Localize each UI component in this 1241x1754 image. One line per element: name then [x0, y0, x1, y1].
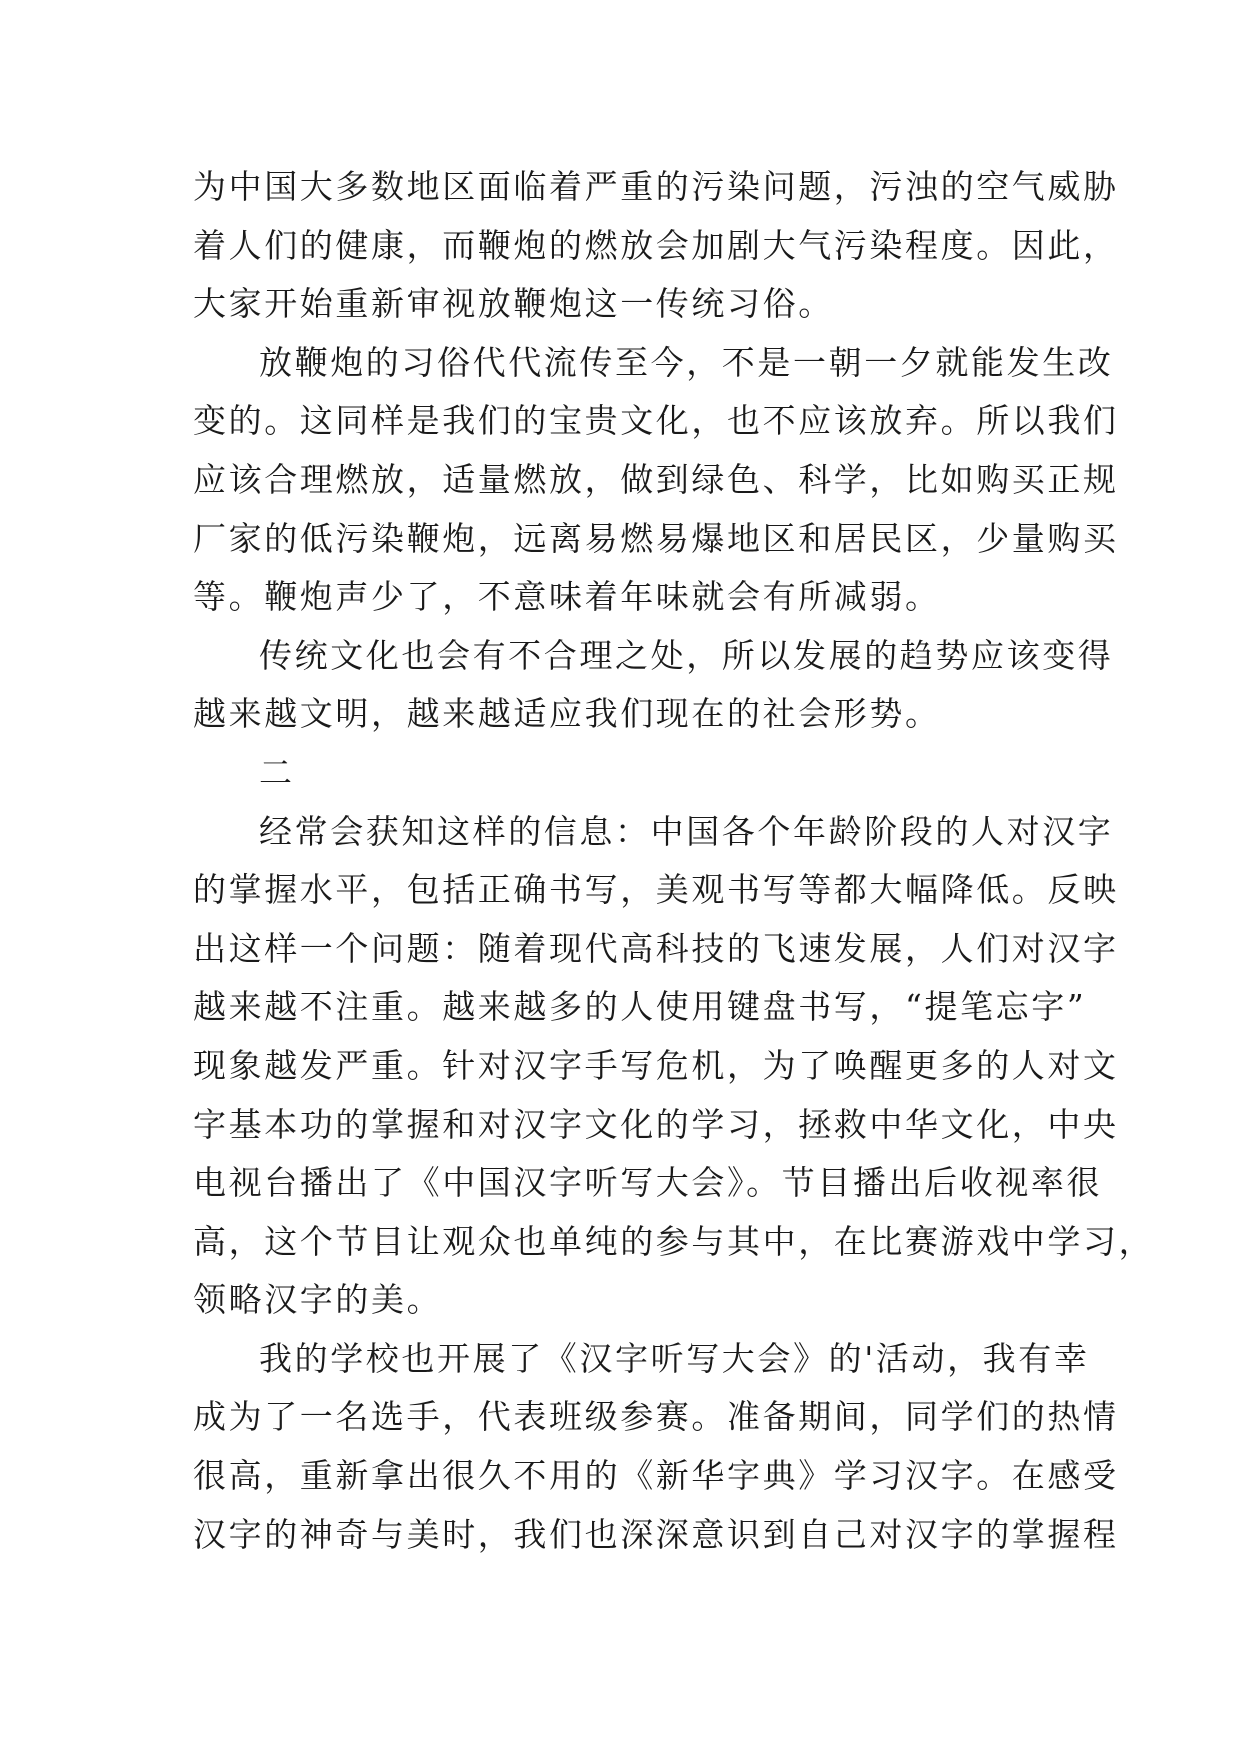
text-line: 很高，重新拿出很久不用的《新华字典》学习汉字。在感受 — [193, 1456, 1119, 1496]
text-line: 成为了一名选手，代表班级参赛。准备期间，同学们的热情 — [193, 1397, 1119, 1437]
section-number: 二 — [259, 752, 295, 792]
text-line: 现象越发严重。针对汉字手写危机，为了唤醒更多的人对文 — [193, 1045, 1119, 1085]
text-line: 的掌握水平，包括正确书写，美观书写等都大幅降低。反映 — [193, 870, 1119, 910]
document-body — [193, 158, 1155, 1564]
text-line: 汉字的神奇与美时，我们也深深意识到自己对汉字的掌握程 — [193, 1514, 1119, 1554]
text-line: 出这样一个问题：随着现代高科技的飞速发展，人们对汉字 — [193, 928, 1119, 968]
text-line: 变的。这同样是我们的宝贵文化，也不应该放弃。所以我们 — [193, 401, 1119, 441]
text-line: 越来越文明，越来越适应我们现在的社会形势。 — [193, 694, 941, 734]
text-line: 着人们的健康，而鞭炮的燃放会加剧大气污染程度。因此， — [193, 225, 1119, 265]
section-heading — [193, 744, 1053, 803]
text-line: 传统文化也会有不合理之处，所以发展的趋势应该变得 — [259, 635, 1114, 675]
text-line: 高，这个节目让观众也单纯的参与其中，在比赛游戏中学习， — [193, 1221, 1155, 1261]
text-line: 字基本功的掌握和对汉字文化的学习，拯救中华文化，中央 — [193, 1104, 1119, 1144]
paragraph — [193, 627, 1114, 744]
paragraph — [193, 803, 1155, 1330]
text-line: 领略汉字的美。 — [193, 1280, 443, 1320]
text-line: 大家开始重新审视放鞭炮这一传统习俗。 — [193, 284, 834, 324]
paragraph — [193, 1330, 1119, 1564]
text-line: 厂家的低污染鞭炮，远离易燃易爆地区和居民区，少量购买 — [193, 518, 1119, 558]
text-line: 电视台播出了《中国汉字听写大会》。节目播出后收视率很 — [193, 1163, 1103, 1203]
text-line: 放鞭炮的习俗代代流传至今，不是一朝一夕就能发生改 — [259, 342, 1114, 382]
text-line: 为中国大多数地区面临着严重的污染问题，污浊的空气威胁 — [193, 167, 1119, 206]
text-line: 等。鞭炮声少了，不意味着年味就会有所减弱。 — [193, 577, 941, 617]
paragraph — [193, 334, 1119, 627]
text-line: 我的学校也开展了《汉字听写大会》的'活动，我有幸 — [259, 1338, 1090, 1378]
text-line: 经常会获知这样的信息：中国各个年龄阶段的人对汉字 — [259, 811, 1114, 851]
text-line: 应该合理燃放，适量燃放，做到绿色、科学，比如购买正规 — [193, 459, 1119, 499]
paragraph — [193, 158, 1119, 334]
text-line: 越来越不注重。越来越多的人使用键盘书写，“提笔忘字” — [193, 987, 1087, 1027]
